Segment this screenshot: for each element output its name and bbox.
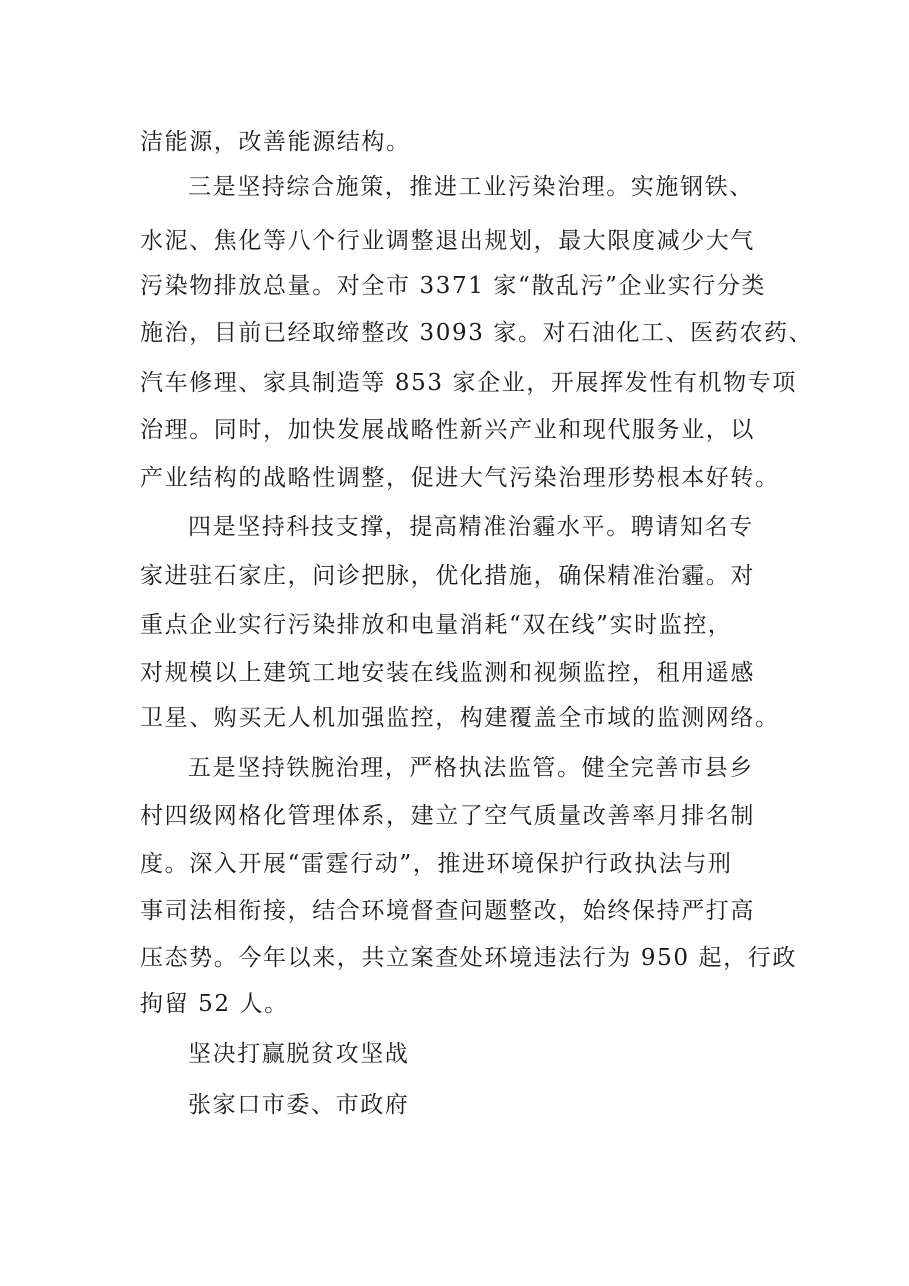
text-line: 压态势。今年以来，共立案查处环境违法行为 950 起，行政 <box>140 945 797 971</box>
text-line: 对规模以上建筑工地安装在线监测和视频监控，租用遥感 <box>140 660 755 686</box>
text-line: 五是坚持铁腕治理，严格执法监管。健全完善市县乡 <box>188 755 754 781</box>
text-line: 洁能源，改善能源结构。 <box>140 129 411 155</box>
text-line: 水泥、焦化等八个行业调整退出规划，最大限度减少大气 <box>140 228 755 254</box>
section-heading: 坚决打赢脱贫攻坚战 <box>188 1041 410 1067</box>
text-line: 重点企业实行污染排放和电量消耗“双在线”实时监控， <box>140 612 733 638</box>
text-line: 家进驻石家庄，问诊把脉，优化措施，确保精准治霾。对 <box>140 563 755 589</box>
text-line: 村四级网格化管理体系，建立了空气质量改善率月排名制 <box>140 803 755 829</box>
text-line: 治理。同时，加快发展战略性新兴产业和现代服务业，以 <box>140 417 755 443</box>
text-line: 事司法相衔接，结合环境督查问题整改，始终保持严打高 <box>140 898 755 924</box>
text-line: 卫星、购买无人机加强监控，构建覆盖全市域的监测网络。 <box>140 705 780 731</box>
text-line: 施治，目前已经取缔整改 3093 家。对石油化工、医药农药、 <box>140 320 814 346</box>
text-line: 度。深入开展“雷霆行动”，推进环境保护行政执法与刑 <box>140 851 733 877</box>
author-line: 张家口市委、市政府 <box>188 1092 410 1118</box>
text-line: 三是坚持综合施策，推进工业污染治理。实施钢铁、 <box>188 174 754 200</box>
text-line: 汽车修理、家具制造等 853 家企业，开展挥发性有机物专项 <box>140 370 797 396</box>
text-line: 四是坚持科技支撑，提高精准治霾水平。聘请知名专 <box>188 514 754 540</box>
text-line: 污染物排放总量。对全市 3371 家“散乱污”企业实行分类 <box>140 273 767 299</box>
text-line: 产业结构的战略性调整，促进大气污染治理形势根本好转。 <box>140 465 780 491</box>
text-line: 拘留 52 人。 <box>140 991 289 1017</box>
